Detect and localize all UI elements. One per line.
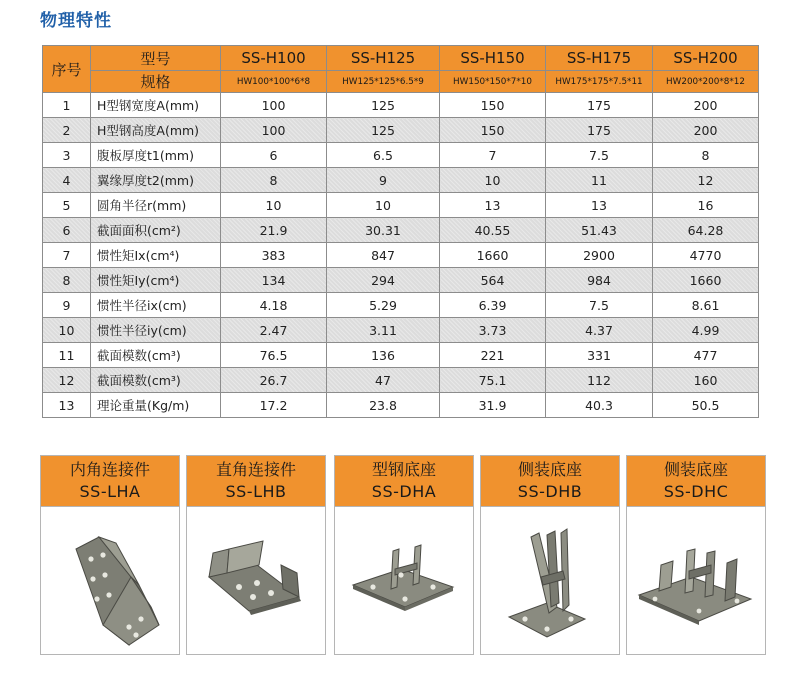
table-row [43, 193, 759, 218]
table-row [43, 343, 759, 368]
property-value: 13 [546, 193, 653, 218]
property-value: 8 [221, 168, 327, 193]
row-number: 11 [43, 343, 91, 368]
physical-properties-table [42, 45, 759, 418]
product-name: 直角连接件 [215, 460, 296, 479]
table-row [43, 218, 759, 243]
property-value: 6.39 [440, 293, 546, 318]
spec-header: HW175*175*7.5*11 [546, 71, 653, 93]
product-code: SS-DHB [517, 482, 583, 501]
property-value: 16 [653, 193, 759, 218]
row-number: 9 [43, 293, 91, 318]
property-name: 腹板厚度t1(mm) [91, 143, 221, 168]
property-value: 160 [653, 368, 759, 393]
property-value: 125 [327, 118, 440, 143]
row-number: 4 [43, 168, 91, 193]
product-card-dhb[interactable] [480, 455, 620, 655]
property-value: 4.18 [221, 293, 327, 318]
property-name: 截面模数(cm³) [91, 343, 221, 368]
property-value: 564 [440, 268, 546, 293]
inner-corner-bracket-image [41, 507, 179, 654]
property-value: 31.9 [440, 393, 546, 418]
table-row [43, 268, 759, 293]
row-number: 1 [43, 93, 91, 118]
table-row [43, 143, 759, 168]
property-value: 100 [221, 118, 327, 143]
property-value: 7.5 [546, 293, 653, 318]
side-mount-base-double-image [627, 507, 765, 654]
property-value: 11 [546, 168, 653, 193]
table-row [43, 393, 759, 418]
property-value: 21.9 [221, 218, 327, 243]
property-value: 200 [653, 93, 759, 118]
property-name: H型钢高度A(mm) [91, 118, 221, 143]
property-value: 477 [653, 343, 759, 368]
table-row [43, 93, 759, 118]
spec-header: HW100*100*6*8 [221, 71, 327, 93]
row-number: 6 [43, 218, 91, 243]
seq-header: 序号 [43, 46, 91, 93]
row-number: 8 [43, 268, 91, 293]
property-value: 64.28 [653, 218, 759, 243]
property-name: 圆角半径r(mm) [91, 193, 221, 218]
property-value: 125 [327, 93, 440, 118]
property-value: 40.55 [440, 218, 546, 243]
property-value: 3.11 [327, 318, 440, 343]
property-value: 4.37 [546, 318, 653, 343]
spec-header: HW125*125*6.5*9 [327, 71, 440, 93]
property-value: 100 [221, 93, 327, 118]
table-row [43, 118, 759, 143]
spec-label: 规格 [91, 71, 221, 93]
property-value: 134 [221, 268, 327, 293]
property-name: H型钢宽度A(mm) [91, 93, 221, 118]
property-value: 2900 [546, 243, 653, 268]
property-value: 8 [653, 143, 759, 168]
property-value: 294 [327, 268, 440, 293]
property-value: 7.5 [546, 143, 653, 168]
model-header: SS-H125 [327, 46, 440, 71]
table-row [43, 243, 759, 268]
row-number: 12 [43, 368, 91, 393]
property-value: 4770 [653, 243, 759, 268]
property-value: 1660 [653, 268, 759, 293]
property-value: 136 [327, 343, 440, 368]
product-code: SS-LHB [225, 482, 287, 501]
property-name: 截面模数(cm³) [91, 368, 221, 393]
spec-header: HW200*200*8*12 [653, 71, 759, 93]
property-value: 175 [546, 118, 653, 143]
property-value: 221 [440, 343, 546, 368]
property-value: 75.1 [440, 368, 546, 393]
row-number: 13 [43, 393, 91, 418]
product-cards [40, 455, 760, 655]
spec-header: HW150*150*7*10 [440, 71, 546, 93]
property-value: 383 [221, 243, 327, 268]
row-number: 2 [43, 118, 91, 143]
property-value: 12 [653, 168, 759, 193]
model-header: SS-H150 [440, 46, 546, 71]
property-value: 331 [546, 343, 653, 368]
property-name: 惯性矩Ix(cm⁴) [91, 243, 221, 268]
property-value: 175 [546, 93, 653, 118]
product-code: SS-DHC [663, 482, 729, 501]
table-row [43, 293, 759, 318]
product-name: 侧装底座 [663, 460, 728, 479]
property-name: 惯性半径ix(cm) [91, 293, 221, 318]
property-value: 47 [327, 368, 440, 393]
table-row [43, 168, 759, 193]
property-value: 50.5 [653, 393, 759, 418]
property-value: 112 [546, 368, 653, 393]
row-number: 3 [43, 143, 91, 168]
row-number: 7 [43, 243, 91, 268]
page-title: 物理特性 [40, 11, 112, 31]
property-value: 150 [440, 118, 546, 143]
property-value: 4.99 [653, 318, 759, 343]
product-card-dhc[interactable] [626, 455, 766, 655]
product-card-lha[interactable] [40, 455, 180, 655]
property-name: 翼缘厚度t2(mm) [91, 168, 221, 193]
property-value: 5.29 [327, 293, 440, 318]
property-value: 40.3 [546, 393, 653, 418]
property-value: 150 [440, 93, 546, 118]
property-value: 1660 [440, 243, 546, 268]
property-value: 6.5 [327, 143, 440, 168]
steel-base-plate-image [335, 507, 473, 654]
property-value: 26.7 [221, 368, 327, 393]
property-name: 惯性矩Iy(cm⁴) [91, 268, 221, 293]
side-mount-base-image [481, 507, 619, 654]
right-angle-bracket-image [187, 507, 325, 654]
property-value: 6 [221, 143, 327, 168]
property-name: 截面面积(cm²) [91, 218, 221, 243]
property-value: 17.2 [221, 393, 327, 418]
property-value: 13 [440, 193, 546, 218]
property-value: 3.73 [440, 318, 546, 343]
table-row [43, 368, 759, 393]
product-name: 内角连接件 [69, 460, 150, 479]
property-name: 惯性半径iy(cm) [91, 318, 221, 343]
row-number: 5 [43, 193, 91, 218]
property-value: 10 [327, 193, 440, 218]
property-value: 2.47 [221, 318, 327, 343]
property-value: 10 [440, 168, 546, 193]
property-value: 10 [221, 193, 327, 218]
property-value: 51.43 [546, 218, 653, 243]
product-code: SS-LHA [79, 482, 141, 501]
property-value: 30.31 [327, 218, 440, 243]
product-name: 型钢底座 [371, 460, 436, 479]
property-value: 76.5 [221, 343, 327, 368]
property-value: 8.61 [653, 293, 759, 318]
row-number: 10 [43, 318, 91, 343]
model-header: SS-H100 [221, 46, 327, 71]
property-value: 23.8 [327, 393, 440, 418]
property-name: 理论重量(Kg/m) [91, 393, 221, 418]
model-header: SS-H175 [546, 46, 653, 71]
property-value: 9 [327, 168, 440, 193]
property-value: 984 [546, 268, 653, 293]
property-value: 847 [327, 243, 440, 268]
table-row [43, 318, 759, 343]
product-name: 侧装底座 [517, 460, 582, 479]
product-card-dha[interactable] [334, 455, 474, 655]
product-code: SS-DHA [371, 482, 437, 501]
property-value: 7 [440, 143, 546, 168]
product-card-lhb[interactable] [186, 455, 326, 655]
property-value: 200 [653, 118, 759, 143]
model-header: SS-H200 [653, 46, 759, 71]
model-label: 型号 [91, 46, 221, 71]
